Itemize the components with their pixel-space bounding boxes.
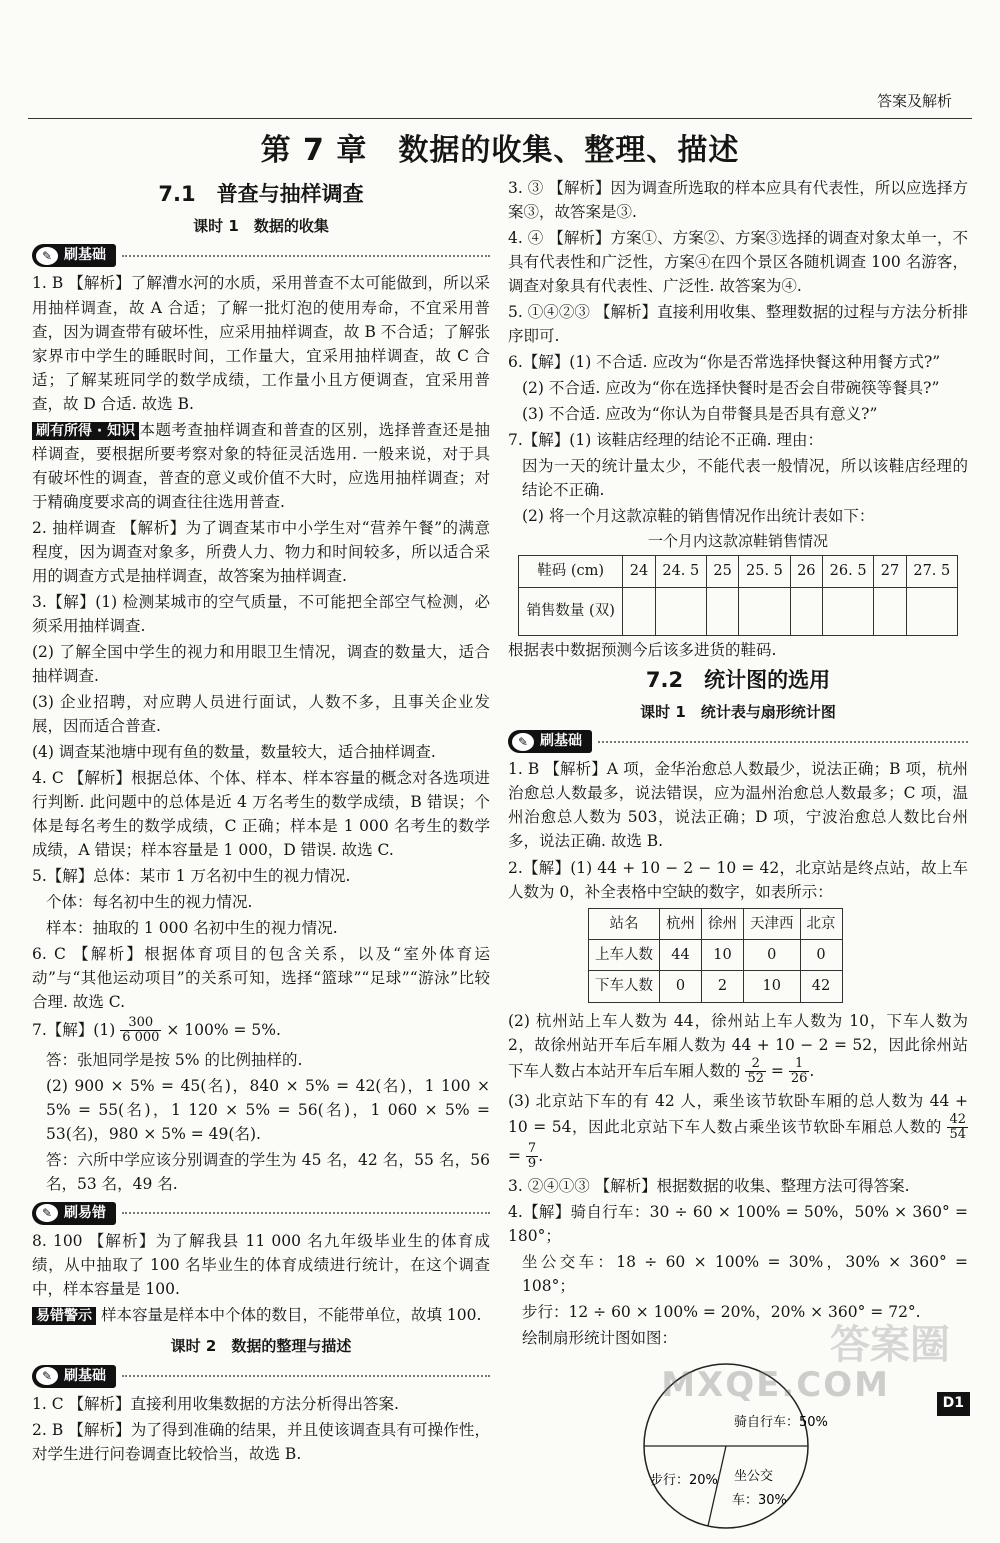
note-knowledge: 刷有所得 · 知识 本题考查抽样调查和普查的区别，选择普查还是抽样调查，要根据所要考察对象的特征灵活选用. 一般来说，对于具有破坏性的调查，普查的意义或价值不大时，应选用抽样调查；对于精确度要求高的调查往往选用普查. bbox=[32, 420, 490, 511]
answer-q3b: (2) 了解全国中学生的视力和用眼卫生情况，调查的数量大，适合抽样调查. bbox=[32, 642, 490, 685]
table-cell: 42 bbox=[800, 971, 842, 1002]
answer-s1: 1. B 【解析】A 项，金华治愈总人数最少，说法正确；B 项，杭州治愈总人数最多，说法错误，应为温州治愈总人数最多；C 项，温州治愈总人数为 503，说法正确；D 项，宁波治愈总人数比台州多，说法正确. 故选 B. bbox=[508, 760, 968, 851]
shoe-sales-table bbox=[518, 555, 958, 635]
answer-r7d: 根据表中数据预测今后该多进货的鞋码. bbox=[508, 640, 777, 659]
answer-s2c: (3) 北京站下车的有 42 人，乘坐该节软卧车厢的总人数为 44 + 10 = 54，因此北京站下车人数占乘坐该节软卧车厢总人数的 $\frac{42}{54}$ = $\frac{7}{9}$ . bbox=[508, 1091, 968, 1172]
answer-q7c: (2) 900 × 5% = 45(名)，840 × 5% = 42(名)，1 100 × 5% = 55(名)，1 120 × 5% = 56(名)，1 060 × 5% = 53(名)，980 × 5% = 49(名). bbox=[46, 1076, 490, 1143]
chapter-title: 第 7 章 数据的收集、整理、描述 bbox=[260, 133, 740, 168]
table-header-cell: 天津西 bbox=[744, 908, 801, 939]
left-column bbox=[32, 176, 490, 1468]
answer-s4b: 坐公交车：18 ÷ 60 × 100% = 30%，30% × 360° = 108°； bbox=[522, 1252, 968, 1295]
table-cell: 27 bbox=[874, 556, 906, 587]
answer-s2: 2.【解】(1) 44 + 10 − 2 − 10 = 42，北京站是终点站，故上车人数为 0，补全表格中空缺的数字，如表所示： bbox=[508, 858, 968, 901]
fraction: $\frac{1}{26}$ bbox=[790, 1055, 808, 1087]
tag-basic: ✎ 刷基础 bbox=[32, 244, 116, 268]
tag-basic-2: ✎ 刷基础 bbox=[32, 1365, 116, 1389]
tag-basic-row-3 bbox=[508, 730, 968, 754]
answer-q7a: 7.【解】(1) $\frac{300}{6 000}$ × 100% = 5%. bbox=[32, 1014, 281, 1046]
pie-label-bike: 骑自行车：50% bbox=[734, 1414, 828, 1430]
tag-error: ✎ 刷易错 bbox=[32, 1202, 116, 1226]
table-cell bbox=[874, 587, 906, 635]
answer-r6a: 6.【解】(1) 不合适. 应改为“你是否常选择快餐这种用餐方式?” bbox=[508, 353, 941, 372]
table-cell bbox=[790, 587, 822, 635]
header-rule bbox=[28, 118, 972, 119]
table-row bbox=[589, 908, 843, 939]
answer-r7a: 7.【解】(1) 该鞋店经理的结论不正确. 理由： bbox=[508, 431, 824, 450]
fraction: $\frac{2}{52}$ bbox=[747, 1055, 764, 1087]
answer-r6c: (3) 不合适. 应改为“你认为自带餐具是否具有意义?” bbox=[522, 405, 878, 424]
lesson-title-7-2-1: 课时 1 统计表与扇形统计图 bbox=[640, 702, 836, 721]
answer-s4c: 步行：12 ÷ 60 × 100% = 20%，20% × 360° = 72°. bbox=[522, 1302, 921, 1321]
answer-q6: 6. C 【解析】根据体育项目的包含关系，以及“室外体育运动”与“其他运动项目”的关系可知，选择“篮球”“足球”“游泳”比较合理. 故选 C. bbox=[32, 944, 490, 1011]
table-row bbox=[589, 940, 843, 971]
pie-label-bus-line2: 车：30% bbox=[732, 1492, 787, 1508]
answer-q4: 4. C 【解析】根据总体、个体、样本、样本容量的概念对各选项进行判断. 此问题中的总体是近 4 万名考生的数学成绩，B 错误；个体是每名考生的数学成绩，C 正确；样本是 1 000 名考生的数学成绩，A 错误；样本容量是 1 000，D 错误. 故选 C. bbox=[32, 768, 490, 859]
answer-q3c: (3) 企业招聘，对应聘人员进行面试，人数不多，且事关企业发展，因而适合普查. bbox=[32, 692, 490, 735]
tag-error-row bbox=[32, 1202, 490, 1226]
fraction: $\frac{42}{54}$ bbox=[949, 1111, 966, 1142]
watermark-url: MXQE.COM bbox=[661, 1365, 890, 1406]
table-header-cell: 杭州 bbox=[660, 908, 702, 939]
table-cell: 26. 5 bbox=[822, 556, 873, 587]
answer-r3: 3. ③ 【解析】因为调查所选取的样本应具有代表性，所以应选择方案③，故答案是③. bbox=[508, 179, 968, 222]
answer-q2: 2. 抽样调查 【解析】为了调查某市中小学生对“营养午餐”的满意程度，因为调查对象多，所费人力、物力和时间较多，所以适合采用的调查方式是抽样调查，故答案为抽样调查. bbox=[32, 518, 490, 585]
tag-basic-row bbox=[32, 244, 490, 268]
answer-q1: 1. B 【解析】了解漕水河的水质，采用普查不太可能做到，所以采用抽样调查，故 A 合适；了解一批灯泡的使用寿命，不宜采用普查，因为调查带有破坏性，应采用抽样调查，故 B 不合适；了解张家界市中学生的睡眠时间，工作量大，宜采用抽样调查，故 C 合适；了解某班同学的数学成绩，工作量小且方便调查，宜采用普查，故 D 合适. 故选 B. bbox=[32, 274, 490, 413]
table-header-cell: 站名 bbox=[589, 908, 660, 939]
table-cell bbox=[623, 587, 655, 635]
table-cell bbox=[739, 587, 790, 635]
pencil-icon: ✎ bbox=[512, 733, 534, 751]
dotted-divider bbox=[122, 1212, 490, 1214]
note-tag-knowledge: 刷有所得 · 知识 bbox=[32, 422, 139, 440]
table-cell: 0 bbox=[744, 940, 801, 971]
fraction-300-6000: $\frac{300}{6 000}$ bbox=[122, 1014, 160, 1046]
table-cell bbox=[655, 587, 706, 635]
answer-q5b: 个体：每名初中生的视力情况. bbox=[46, 892, 253, 911]
section-title-7-1: 7.1 普查与抽样调查 bbox=[158, 182, 364, 206]
answer-r4: 4. ④ 【解析】方案①、方案②、方案③选择的调查对象太单一，不具有代表性和广泛性，方案④在四个景区各随机调查 100 名游客，调查对象具有代表性、广泛性. 故答案为④. bbox=[508, 229, 968, 296]
lesson-title-1: 课时 1 数据的收集 bbox=[193, 216, 329, 235]
answer-q7b: 答：张旭同学是按 5% 的比例抽样的. bbox=[46, 1050, 303, 1069]
section-title-7-2: 7.2 统计图的选用 bbox=[645, 667, 831, 692]
pencil-icon: ✎ bbox=[36, 1367, 58, 1385]
answer-q3a: 3.【解】(1) 检测某城市的空气质量，不可能把全部空气检测，必须采用抽样调查. bbox=[32, 592, 490, 635]
answer-r5: 5. ①④②③ 【解析】直接利用收集、整理数据的过程与方法分析排序即可. bbox=[508, 303, 968, 346]
table-row bbox=[589, 971, 843, 1002]
table-cell: 24. 5 bbox=[655, 556, 706, 587]
pie-label-walk: 步行：20% bbox=[650, 1472, 718, 1488]
table-cell: 10 bbox=[744, 971, 801, 1002]
table-header-cell: 徐州 bbox=[702, 908, 744, 939]
table-cell: 2 bbox=[702, 971, 744, 1002]
answer-s2b: (2) 杭州站上车人数为 44，徐州站上车人数为 10，下车人数为 2，故徐州站开车后车厢人数为 44 + 10 − 2 = 52，因此徐州站下车人数占本站开车后车厢人数的 $\frac{2}{52}$ = $\frac{1}{26}$ . bbox=[508, 1011, 968, 1087]
pencil-icon: ✎ bbox=[36, 1204, 58, 1222]
answer-q8: 8. 100 【解析】为了解我县 11 000 名九年级毕业生的体育成绩，从中抽取了 100 名毕业生的体育成绩进行统计，在这个调查中，样本容量是 100. bbox=[32, 1232, 490, 1299]
table-cell: 27. 5 bbox=[906, 556, 957, 587]
table-header-cell: 销售数量 (双) bbox=[519, 587, 623, 635]
table-cell bbox=[906, 587, 957, 635]
station-table bbox=[588, 908, 843, 1003]
note-error: 易错警示 样本容量是样本中个体的数目，不能带单位，故填 100. bbox=[32, 1303, 490, 1327]
pie-label-bus-line1: 坐公交 bbox=[734, 1468, 774, 1484]
table-header-cell: 北京 bbox=[800, 908, 842, 939]
dotted-divider bbox=[598, 741, 968, 743]
table-header-cell: 下车人数 bbox=[589, 971, 660, 1002]
table-header-cell: 鞋码 (cm) bbox=[519, 556, 623, 587]
answer-s3: 3. ②④①③ 【解析】根据数据的收集、整理方法可得答案. bbox=[508, 1176, 910, 1195]
table-cell: 44 bbox=[660, 940, 702, 971]
table-cell: 26 bbox=[790, 556, 822, 587]
dotted-divider bbox=[122, 1375, 490, 1377]
answer-b2: 2. B 【解析】为了得到准确的结果，并且使该调查具有可操作性，对学生进行问卷调查比较恰当，故选 B. bbox=[32, 1421, 490, 1464]
tag-basic-3: ✎ 刷基础 bbox=[508, 730, 592, 754]
lesson-title-2: 课时 2 数据的整理与描述 bbox=[170, 1337, 352, 1356]
table-cell: 0 bbox=[660, 971, 702, 1002]
answer-r7c: (2) 将一个月这款凉鞋的销售情况作出统计表如下： bbox=[522, 507, 875, 526]
shoe-table-caption: 一个月内这款凉鞋销售情况 bbox=[647, 532, 828, 551]
table-cell: 0 bbox=[800, 940, 842, 971]
dotted-divider bbox=[122, 255, 490, 257]
table-header-cell: 上车人数 bbox=[589, 940, 660, 971]
table-cell: 10 bbox=[702, 940, 744, 971]
table-row bbox=[519, 556, 958, 587]
table-cell: 25. 5 bbox=[739, 556, 790, 587]
answer-q7d: 答：六所中学应该分别调查的学生为 45 名，42 名，55 名，56 名，53 名，49 名. bbox=[46, 1150, 490, 1193]
answer-r7b: 因为一天的统计量太少，不能代表一般情况，所以该鞋店经理的结论不正确. bbox=[522, 457, 968, 500]
answer-b1: 1. C 【解析】直接利用收集数据的方法分析得出答案. bbox=[32, 1395, 399, 1414]
table-cell: 25 bbox=[706, 556, 738, 587]
table-cell bbox=[706, 587, 738, 635]
header-right-label: 答案及解析 bbox=[876, 92, 952, 110]
watermark-logo: 答案圈 bbox=[830, 1322, 950, 1368]
fraction: $\frac{7}{9}$ bbox=[527, 1141, 537, 1172]
answer-r6b: (2) 不合适. 应改为“你在选择快餐时是否会自带碗筷等餐具?” bbox=[522, 379, 940, 398]
table-cell bbox=[822, 587, 873, 635]
page-number: D1 bbox=[937, 1392, 970, 1416]
answer-q5c: 样本：抽取的 1 000 名初中生的视力情况. bbox=[46, 918, 338, 937]
answer-s4d: 绘制扇形统计图如图： bbox=[522, 1328, 678, 1347]
note-tag-error: 易错警示 bbox=[32, 1307, 96, 1325]
table-row bbox=[519, 587, 958, 635]
answer-q5a: 5.【解】总体：某市 1 万名初中生的视力情况. bbox=[32, 866, 351, 885]
tag-basic-row-2 bbox=[32, 1365, 490, 1389]
table-cell: 24 bbox=[623, 556, 655, 587]
answer-q3d: (4) 调查某池塘中现有鱼的数量，数量较大，适合抽样调查. bbox=[32, 742, 436, 761]
pencil-icon: ✎ bbox=[36, 247, 58, 265]
answer-s4a: 4.【解】骑自行车：30 ÷ 60 × 100% = 50%，50% × 360° = 180°； bbox=[508, 1202, 968, 1245]
